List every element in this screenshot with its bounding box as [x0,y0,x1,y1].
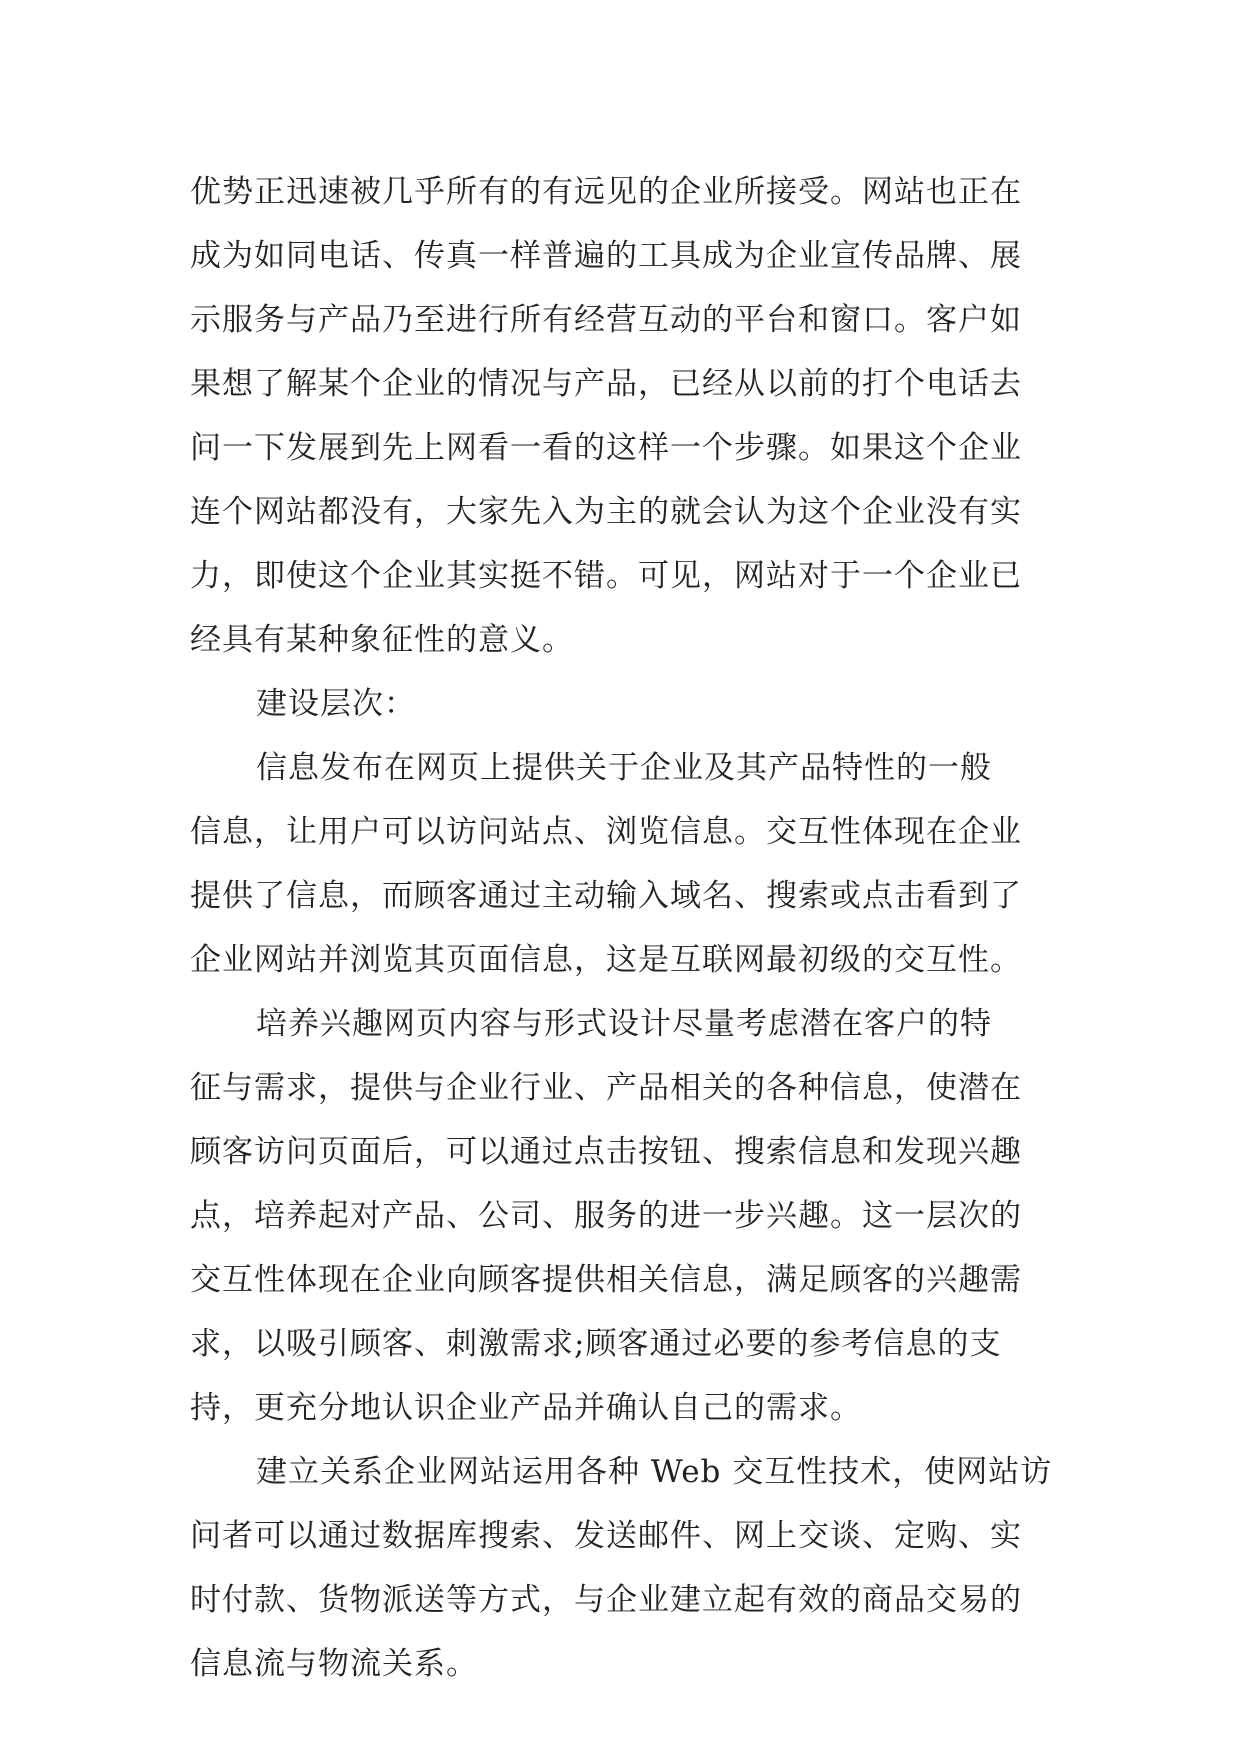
text-line: 信息，让用户可以访问站点、浏览信息。交互性体现在企业 [190,814,1022,850]
text-line: 优势正迅速被几乎所有的有远见的企业所接受。网站也正在 [190,174,1022,210]
text-line: 时付款、货物派送等方式，与企业建立起有效的商品交易的 [190,1582,1022,1618]
text-line: 企业网站并浏览其页面信息，这是互联网最初级的交互性。 [190,942,1022,978]
text-line: 果想了解某个企业的情况与产品，已经从以前的打个电话去 [190,366,1022,402]
text-line: 信息发布在网页上提供关于企业及其产品特性的一般 [256,750,992,786]
text-line: 点，培养起对产品、公司、服务的进一步兴趣。这一层次的 [190,1198,1022,1234]
text-line: 持，更充分地认识企业产品并确认自己的需求。 [190,1390,862,1426]
text-line: 交互性体现在企业向顾客提供相关信息，满足顾客的兴趣需 [190,1262,1022,1298]
text-line: 连个网站都没有，大家先入为主的就会认为这个企业没有实 [190,494,1022,530]
paragraph-1 [190,160,1070,672]
text-line: 培养兴趣网页内容与形式设计尽量考虑潜在客户的特 [256,1006,992,1042]
text-line: 经具有某种象征性的意义。 [190,622,574,658]
text-line: 问一下发展到先上网看一看的这样一个步骤。如果这个企业 [190,430,1022,466]
paragraph-4 [190,1440,1070,1696]
text-line: 顾客访问页面后，可以通过点击按钮、搜索信息和发现兴趣 [190,1134,1022,1170]
document-body [190,160,1070,1696]
heading-text: 建设层次： [256,686,416,722]
text-line: 问者可以通过数据库搜索、发送邮件、网上交谈、定购、实 [190,1518,1022,1554]
text-line: 提供了信息，而顾客通过主动输入域名、搜索或点击看到了 [190,878,1022,914]
text-line: 信息流与物流关系。 [190,1646,478,1682]
text-line: 示服务与产品乃至进行所有经营互动的平台和窗口。客户如 [190,302,1022,338]
section-heading [190,672,1070,736]
paragraph-2 [190,736,1070,992]
text-line: 建立关系企业网站运用各种 Web 交互性技术，使网站访 [256,1454,1053,1490]
text-line: 力，即使这个企业其实挺不错。可见，网站对于一个企业已 [190,558,1022,594]
paragraph-3 [190,992,1070,1440]
text-line: 求，以吸引顾客、刺激需求;顾客通过必要的参考信息的支 [190,1326,1002,1362]
text-line: 征与需求，提供与企业行业、产品相关的各种信息，使潜在 [190,1070,1022,1106]
text-line: 成为如同电话、传真一样普遍的工具成为企业宣传品牌、展 [190,238,1022,274]
